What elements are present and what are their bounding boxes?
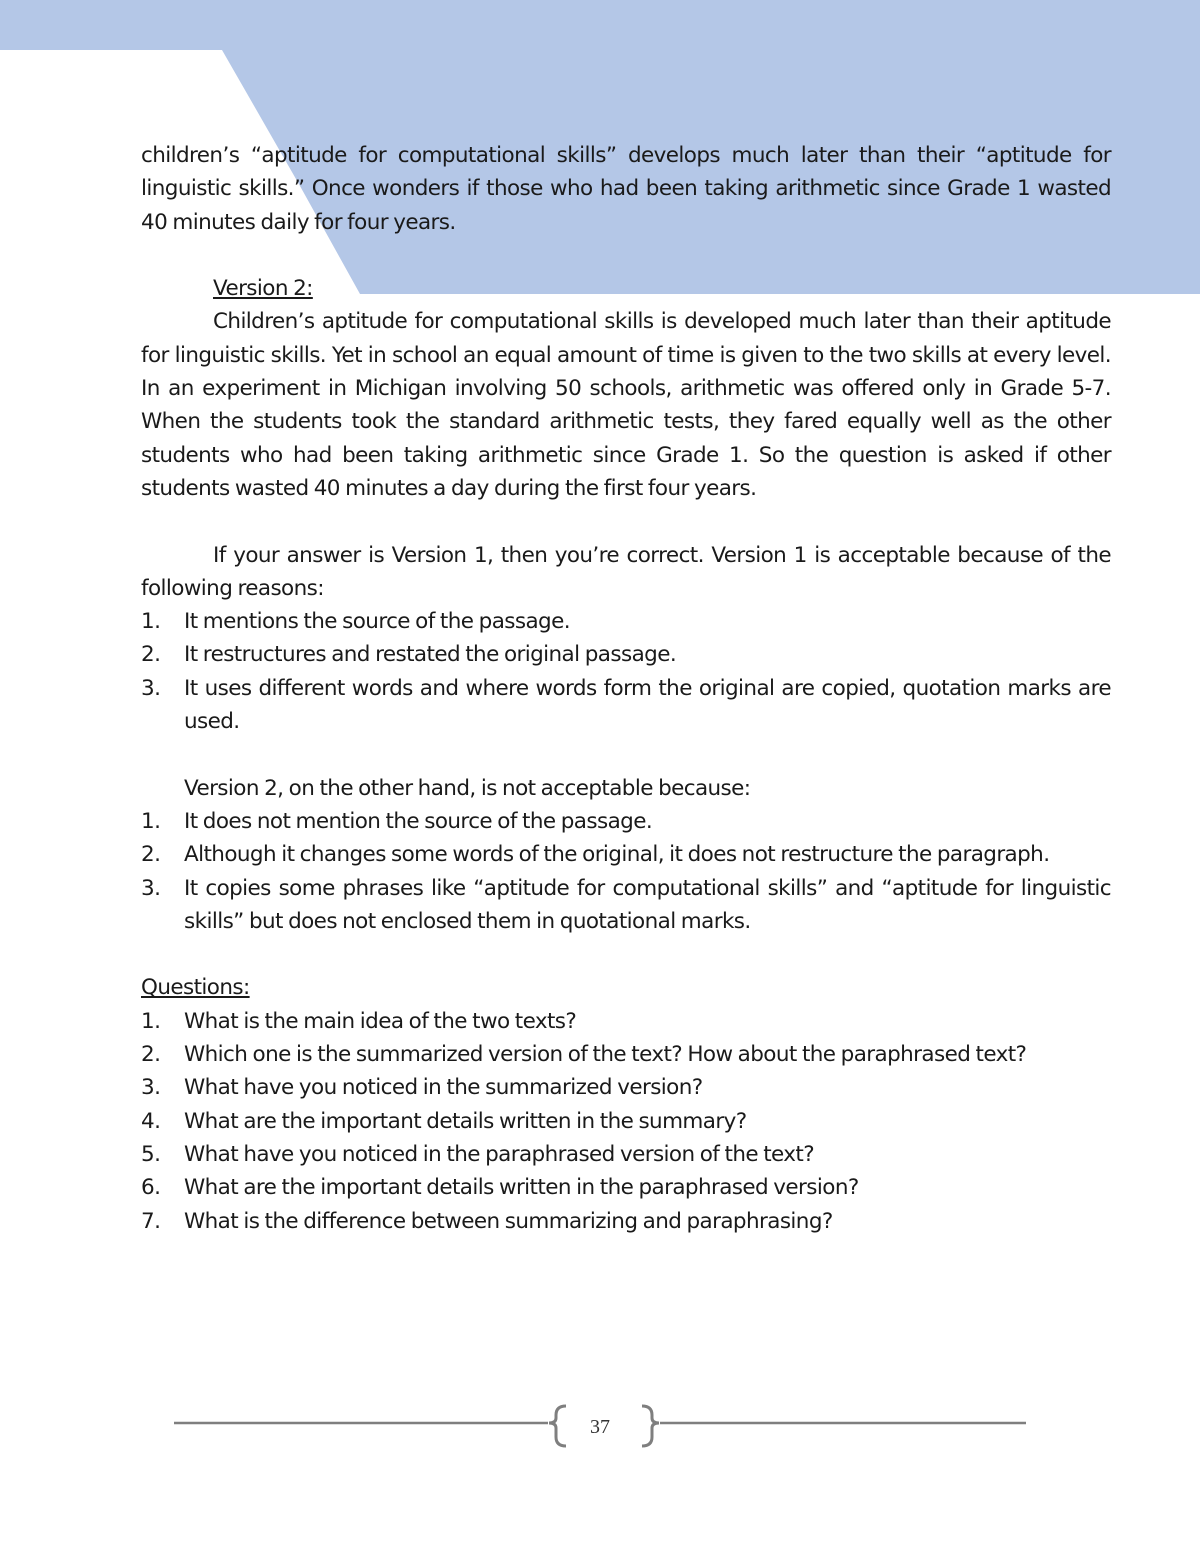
version2-paragraph: Children’s aptitude for computational skills is developed much later than their aptitude for linguistic skills. Yet in school an equal amount of time is given to the two skills at every level. In an experiment in Michigan involving 50 schools, arithmetic was offered only in Grade 5-7. When the students took the standard arithmetic tests, they fared equally well as the other students who had been taking arithmetic since Grade 1. So the question is asked if other students wasted 40 minutes a day during the first four years. [141, 309, 1111, 501]
list-item [141, 1005, 1111, 1038]
list-item [141, 1171, 1111, 1204]
footer-bracket-right [642, 1406, 659, 1446]
version2-heading: Version 2: [213, 276, 313, 302]
version2-intro: Version 2, on the other hand, is not acceptable because: [184, 775, 751, 801]
list-number: 2. [141, 642, 161, 668]
list-text: It does not mention the source of the passage. [184, 808, 653, 834]
list-number: 6. [141, 1175, 161, 1201]
list-number: 3. [141, 1075, 161, 1101]
spacer [141, 738, 1111, 771]
list-text: Although it changes some words of the original, it does not restructure the paragraph. [184, 842, 1050, 868]
list-text: What is the main idea of the two texts? [184, 1008, 577, 1034]
page-content [141, 139, 1111, 1238]
questions-heading: Questions: [141, 975, 250, 1001]
list-number: 3. [141, 875, 161, 901]
list-text: What have you noticed in the paraphrased version of the text? [184, 1141, 815, 1167]
list-number: 2. [141, 842, 161, 868]
list-number: 4. [141, 1108, 161, 1134]
list-item [141, 605, 1111, 638]
list-item [141, 1138, 1111, 1171]
list-text: It mentions the source of the passage. [184, 609, 570, 635]
list-number: 2. [141, 1042, 161, 1068]
page-number: 37 [590, 1416, 610, 1438]
version2-reasons-list [141, 805, 1111, 938]
list-text: It uses different words and where words form the original are copied, quotation marks are used. [184, 675, 1111, 735]
list-text: What have you noticed in the summarized version? [184, 1075, 703, 1101]
list-item [141, 805, 1111, 838]
list-text: What are the important details written in the paraphrased version? [184, 1175, 859, 1201]
list-item [141, 1038, 1111, 1071]
list-number: 1. [141, 609, 161, 635]
list-text: What are the important details written in the summary? [184, 1108, 747, 1134]
intro-paragraph: children’s “aptitude for computational skills” develops much later than their “aptitude for linguistic skills.” Once wonders if those who had been taking arithmetic since Grade 1 wasted 40 minutes daily for four years. [141, 143, 1111, 235]
answer-paragraph: If your answer is Version 1, then you’re correct. Version 1 is acceptable because of the following reasons: [141, 542, 1111, 601]
list-number: 1. [141, 1008, 161, 1034]
list-text: It restructures and restated the original passage. [184, 642, 677, 668]
list-item [141, 872, 1111, 939]
version1-reasons-list [141, 605, 1111, 738]
spacer [141, 239, 1111, 272]
list-item [141, 1071, 1111, 1104]
list-text: It copies some phrases like “aptitude for computational skills” and “aptitude for linguistic skills” but does not enclosed them in quotational marks. [184, 875, 1111, 934]
list-number: 1. [141, 808, 161, 834]
list-number: 3. [141, 675, 161, 701]
list-item [141, 838, 1111, 871]
spacer [141, 505, 1111, 538]
list-item [141, 1205, 1111, 1238]
list-text: What is the difference between summarizing and paraphrasing? [184, 1208, 833, 1234]
list-text: Which one is the summarized version of the text? How about the paraphrased text? [184, 1042, 1027, 1068]
list-number: 5. [141, 1141, 161, 1167]
list-item [141, 638, 1111, 671]
list-item [141, 672, 1111, 739]
list-item [141, 1105, 1111, 1138]
list-number: 7. [141, 1208, 161, 1234]
questions-list [141, 1005, 1111, 1238]
spacer [141, 938, 1111, 971]
